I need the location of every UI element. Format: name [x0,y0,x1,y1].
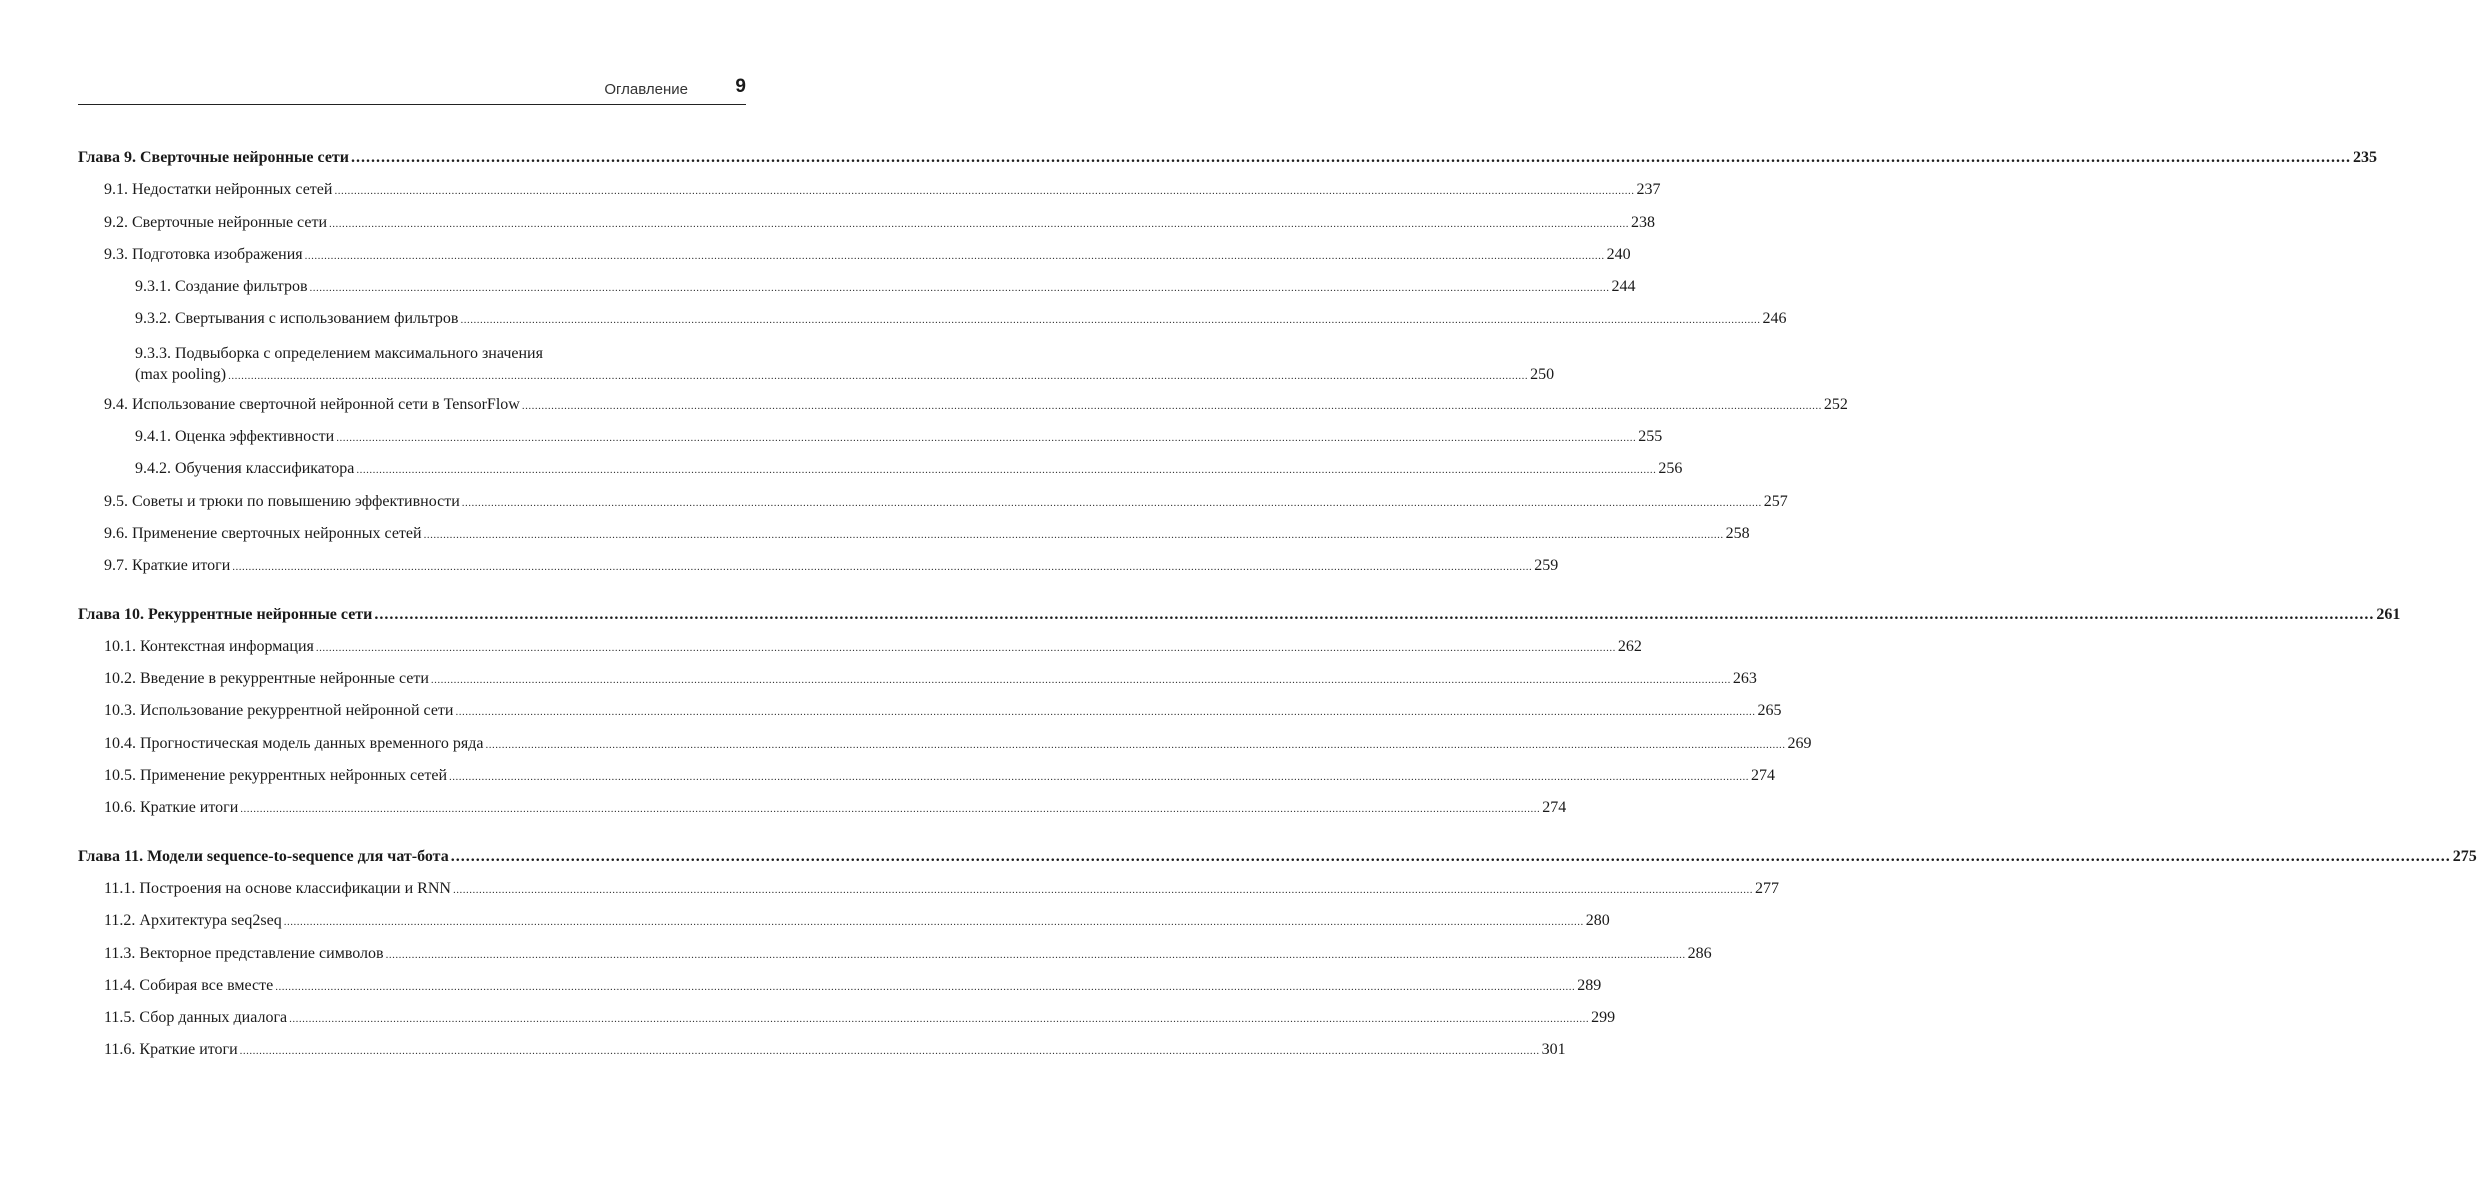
dot-leader: ................................................................................................................................................................................................................................................................................................................................................................................................................ [240,803,1541,816]
toc-section-entry [78,1035,1566,1067]
toc-page-number: 262 [1617,637,1642,655]
toc-entry-title: 10.6. Краткие итоги [104,799,239,817]
toc-page-number: 265 [1757,702,1782,720]
toc-page-number: 277 [1754,879,1779,897]
toc-page-number: 252 [1823,395,1848,413]
toc-section-entry [78,729,1812,761]
toc-entry-title: 9.1. Недостатки нейронных сетей [104,181,333,199]
toc-section-entry [78,208,1656,240]
toc-section-entry [78,971,1602,1003]
toc-entry-title: 10.5. Применение рекуррентных нейронных сетей [104,767,448,785]
toc-entry-title: 11.2. Архитектура seq2seq [104,912,282,930]
toc-entry-title: 9.3.2. Свертывания с использованием фильтров [135,310,459,328]
dot-leader: ................................................................................................................................................................................................................................................................................................................................................................................................................ [385,948,1686,961]
running-head-title: Оглавление [604,81,688,98]
toc-entry-title: 9.3. Подготовка изображения [104,245,303,263]
toc-entry-title: 9.3.1. Создание фильтров [135,278,308,296]
toc-section-entry [78,272,1636,304]
toc-section-entry [78,761,1776,793]
dot-leader: ................................................................................................................................................................................................................................................................................................................................................................................................................ [450,847,2451,865]
toc-entry-title: 10.1. Контекстная информация [104,637,314,655]
toc-entry-title: 11.3. Векторное представление символов [104,944,384,962]
toc-page-number: 238 [1631,213,1656,231]
toc-section-entry [78,304,1787,336]
dot-leader: ................................................................................................................................................................................................................................................................................................................................................................................................................ [449,771,1750,784]
toc-entry-title: 10.3. Использование рекуррентной нейронной сети [104,702,454,720]
dot-leader: ................................................................................................................................................................................................................................................................................................................................................................................................................ [521,399,1822,412]
toc-entry-title: 11.4. Собирая все вместе [104,976,274,994]
toc-page-number: 274 [1542,799,1567,817]
toc-entry-title-continued: (max pooling) [135,365,227,383]
toc-section-entry [78,632,1642,664]
dot-leader: ................................................................................................................................................................................................................................................................................................................................................................................................................ [351,149,2351,166]
toc-entry-title: 9.7. Краткие итоги [104,557,231,575]
toc-entry-title: 9.5. Советы и трюки по повышению эффективности [104,492,460,510]
dot-leader: ................................................................................................................................................................................................................................................................................................................................................................................................................ [336,432,1637,445]
toc-entry-title: 10.2. Введение в рекуррентные нейронные сети [104,670,429,688]
toc-entry-title: 9.6. Применение сверточных нейронных сетей [104,524,422,542]
dot-leader: ................................................................................................................................................................................................................................................................................................................................................................................................................ [304,249,1605,262]
toc-page-number: 255 [1638,428,1663,446]
dot-leader: ................................................................................................................................................................................................................................................................................................................................................................................................................ [430,674,1731,687]
dot-leader: ................................................................................................................................................................................................................................................................................................................................................................................................................ [228,369,1529,382]
dot-leader: ................................................................................................................................................................................................................................................................................................................................................................................................................ [455,706,1756,719]
page-number: 9 [735,76,746,97]
dot-leader: ................................................................................................................................................................................................................................................................................................................................................................................................................ [283,916,1584,929]
dot-leader: ................................................................................................................................................................................................................................................................................................................................................................................................................ [356,464,1657,477]
dot-leader: ................................................................................................................................................................................................................................................................................................................................................................................................................ [423,528,1724,541]
dot-leader: ................................................................................................................................................................................................................................................................................................................................................................................................................ [334,185,1635,198]
toc-section-entry [78,664,1757,696]
toc-page-number: 240 [1606,245,1631,263]
dot-leader: ................................................................................................................................................................................................................................................................................................................................................................................................................ [329,217,1630,230]
toc-section-entry [78,390,1848,422]
toc-section-entry [78,175,1661,207]
toc-page-number: 257 [1763,492,1788,510]
toc-section-entry [78,240,1631,272]
toc-page-number: 275 [2452,847,2477,865]
toc-section-entry [78,793,1567,825]
toc-entry-title: 11.1. Построения на основе классификации и RNN [104,879,451,897]
toc-entry-title: 9.3.3. Подвыборка с определением максимального значения [135,344,543,362]
toc-section-entry [78,939,1712,971]
toc-chapter-entry [78,842,2477,874]
toc-page-number: 301 [1541,1041,1566,1059]
toc-section-entry [78,422,1663,454]
toc-page-number: 244 [1611,278,1636,296]
toc-page-number: 261 [2376,605,2401,623]
toc-section-entry [78,519,1750,551]
toc-page-number: 250 [1530,365,1555,383]
toc-section-entry [78,454,1683,486]
toc-entry-title: 9.4.2. Обучения классификатора [135,460,355,478]
toc-section-entry [78,551,1559,583]
toc-page-number: 237 [1636,181,1661,199]
toc-page-number: 259 [1534,557,1559,575]
toc-entry-title: 11.5. Сбор данных диалога [104,1009,288,1027]
toc-section-entry [78,487,1788,519]
toc-page-number: 280 [1585,912,1610,930]
running-head [78,72,746,105]
dot-leader: ................................................................................................................................................................................................................................................................................................................................................................................................................ [374,605,2375,623]
toc-entry-title: 10.4. Прогностическая модель данных временного ряда [104,734,484,752]
toc-entry-title: 9.2. Сверточные нейронные сети [104,213,328,231]
toc-section-entry [78,1003,1616,1035]
toc-page-number: 235 [2353,149,2377,166]
dot-leader: ................................................................................................................................................................................................................................................................................................................................................................................................................ [275,980,1576,993]
dot-leader: ................................................................................................................................................................................................................................................................................................................................................................................................................ [315,641,1616,654]
toc-page-number: 256 [1658,460,1683,478]
toc-section-entry [78,696,1782,728]
toc-entry-title: Глава 9. Сверточные нейронные сети [78,149,349,166]
dot-leader: ................................................................................................................................................................................................................................................................................................................................................................................................................ [239,1045,1540,1058]
toc-entry-title: 9.4. Использование сверточной нейронной сети в TensorFlow [104,395,520,413]
dot-leader: ................................................................................................................................................................................................................................................................................................................................................................................................................ [232,561,1533,574]
toc-entry-title: 9.4.1. Оценка эффективности [135,428,335,446]
dot-leader: ................................................................................................................................................................................................................................................................................................................................................................................................................ [485,738,1786,751]
toc-entry-title: Глава 11. Модели sequence-to-sequence для чат-бота [78,847,449,865]
toc-entry-title: Глава 10. Рекуррентные нейронные сети [78,605,373,623]
toc-entry-title: 11.6. Краткие итоги [104,1041,238,1059]
toc-page-number: 289 [1577,976,1602,994]
toc-page-number: 263 [1732,670,1757,688]
dot-leader: ................................................................................................................................................................................................................................................................................................................................................................................................................ [460,314,1761,327]
dot-leader: ................................................................................................................................................................................................................................................................................................................................................................................................................ [309,282,1610,295]
dot-leader: ................................................................................................................................................................................................................................................................................................................................................................................................................ [461,496,1762,509]
toc-chapter-entry [78,600,2401,632]
toc-page-number: 258 [1725,524,1750,542]
toc-chapter-entry [78,143,2377,175]
dot-leader: ................................................................................................................................................................................................................................................................................................................................................................................................................ [289,1013,1590,1026]
toc-section-entry [78,337,1555,390]
table-of-contents [78,143,2477,1068]
toc-page-number: 286 [1687,944,1712,962]
toc-page-number: 274 [1751,767,1776,785]
toc-page-number: 299 [1591,1009,1616,1027]
toc-section-entry [78,874,1779,906]
toc-page-number: 246 [1762,310,1787,328]
toc-section-entry [78,906,1610,938]
toc-page-number: 269 [1787,734,1812,752]
dot-leader: ................................................................................................................................................................................................................................................................................................................................................................................................................ [452,883,1753,896]
